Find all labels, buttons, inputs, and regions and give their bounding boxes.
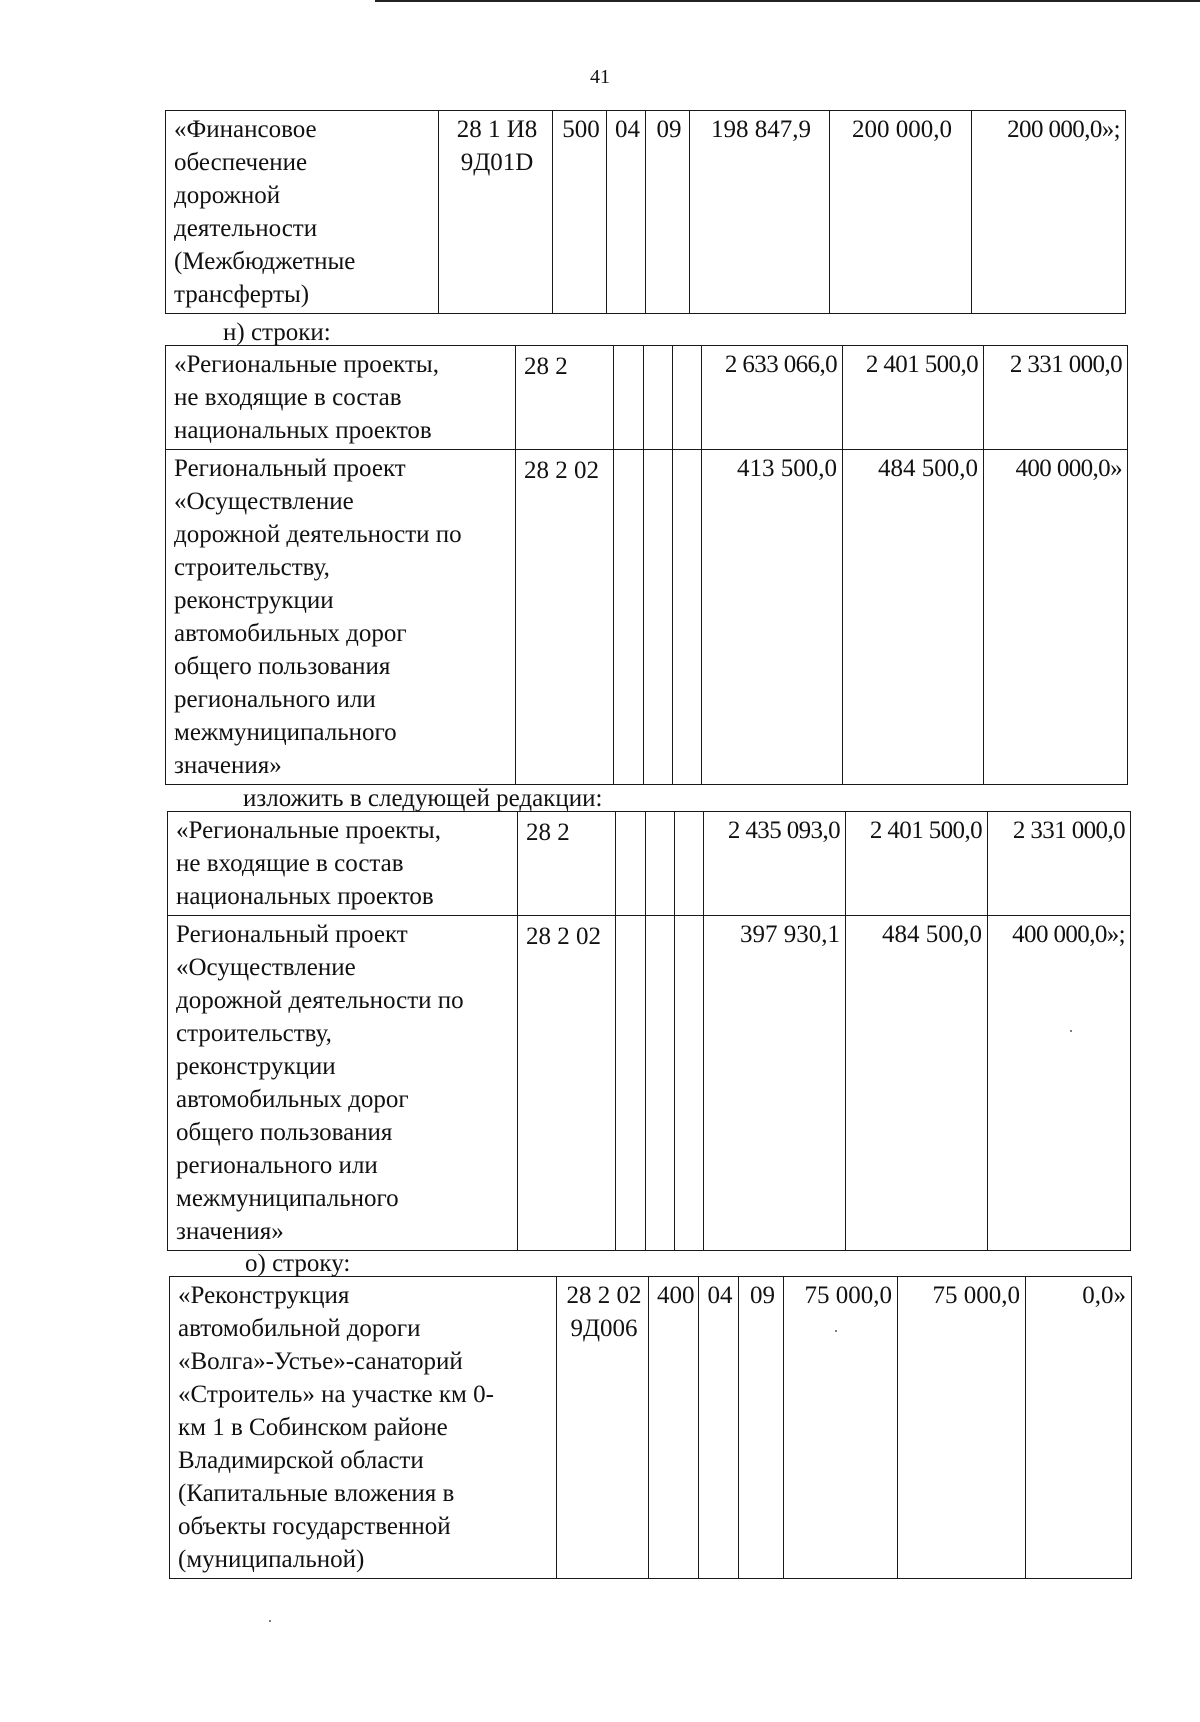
row-value-1: 2 435 093,0 [704,812,846,916]
row-value-2: 2 401 500,0 [846,812,988,916]
label-o-string: о) строку: [245,1250,351,1277]
row-name: «Финансовое обеспечение дорожной деятельности (Межбюджетные трансферты) [166,111,439,314]
row-code: 28 2 02 [516,450,614,785]
label-n-strings: н) строки: [223,319,331,346]
page-number: 41 [590,66,610,88]
row-value-2: 2 401 500,0 [843,346,984,450]
row-value-3: 2 331 000,0 [988,812,1131,916]
table-row [168,812,1131,916]
row-vr: 400 [649,1277,699,1579]
label-edit-instruction: изложить в следующей редакции: [243,785,603,812]
table-row [168,916,1131,1251]
row-pr: 09 [739,1277,784,1579]
table-row [166,111,1126,314]
table-row [166,346,1128,450]
row-value-3: 2 331 000,0 [984,346,1128,450]
row-value-2: 200 000,0 [830,111,972,314]
row-value-1: 75 000,0 [784,1277,898,1579]
table-row [166,450,1128,785]
row-pr [673,346,702,450]
row-rz [646,916,675,1251]
table-regional-projects-old [165,345,1128,785]
scan-speck [1070,1030,1072,1032]
scan-speck [269,1620,271,1622]
row-code: 28 2 02 [518,916,616,1251]
row-rz [644,346,673,450]
row-name: Региональный проект «Осуществление дорожной деятельности по строительству, реконструкции автомобильных дорог общего пользования регионального или межмуниципального значения» [166,450,516,785]
row-vr [616,916,646,1251]
row-value-2: 75 000,0 [898,1277,1026,1579]
row-rz [646,812,675,916]
table-regional-projects-new [167,811,1131,1251]
row-vr [614,346,644,450]
row-rz: 04 [607,111,646,314]
row-pr: 09 [646,111,690,314]
row-value-1: 198 847,9 [690,111,830,314]
row-value-1: 413 500,0 [702,450,843,785]
row-rz: 04 [699,1277,739,1579]
row-code: 28 2 [516,346,614,450]
row-code: 28 2 [518,812,616,916]
row-vr [614,450,644,785]
row-value-1: 2 633 066,0 [702,346,843,450]
table-row [170,1277,1132,1579]
row-value-2: 484 500,0 [846,916,988,1251]
row-value-3: 400 000,0» [984,450,1128,785]
scan-edge-line [375,0,1200,2]
row-value-3: 200 000,0»; [972,111,1126,314]
row-value-2: 484 500,0 [843,450,984,785]
row-name: «Региональные проекты, не входящие в состав национальных проектов [168,812,518,916]
table-financing [165,110,1126,314]
row-pr [675,916,704,1251]
row-pr [673,450,702,785]
row-value-3: 0,0» [1026,1277,1132,1579]
row-name: Региональный проект «Осуществление дорожной деятельности по строительству, реконструкции автомобильных дорог общего пользования регионального или межмуниципального значения» [168,916,518,1251]
row-pr [675,812,704,916]
row-value-1: 397 930,1 [704,916,846,1251]
row-code: 28 1 И8 9Д01D [439,111,553,314]
row-vr [616,812,646,916]
row-code: 28 2 02 9Д006 [557,1277,649,1579]
row-value-3: 400 000,0»; [988,916,1131,1251]
table-reconstruction [169,1276,1132,1579]
row-name: «Региональные проекты, не входящие в состав национальных проектов [166,346,516,450]
scan-speck [835,1330,837,1332]
row-name: «Реконструкция автомобильной дороги «Волга»-Устье»-санаторий «Строитель» на участке км 0- км 1 в Собинском районе Владимирской области (Капитальные вложения в объекты государственной (муниципальной) [170,1277,557,1579]
row-vr: 500 [553,111,607,314]
row-rz [644,450,673,785]
